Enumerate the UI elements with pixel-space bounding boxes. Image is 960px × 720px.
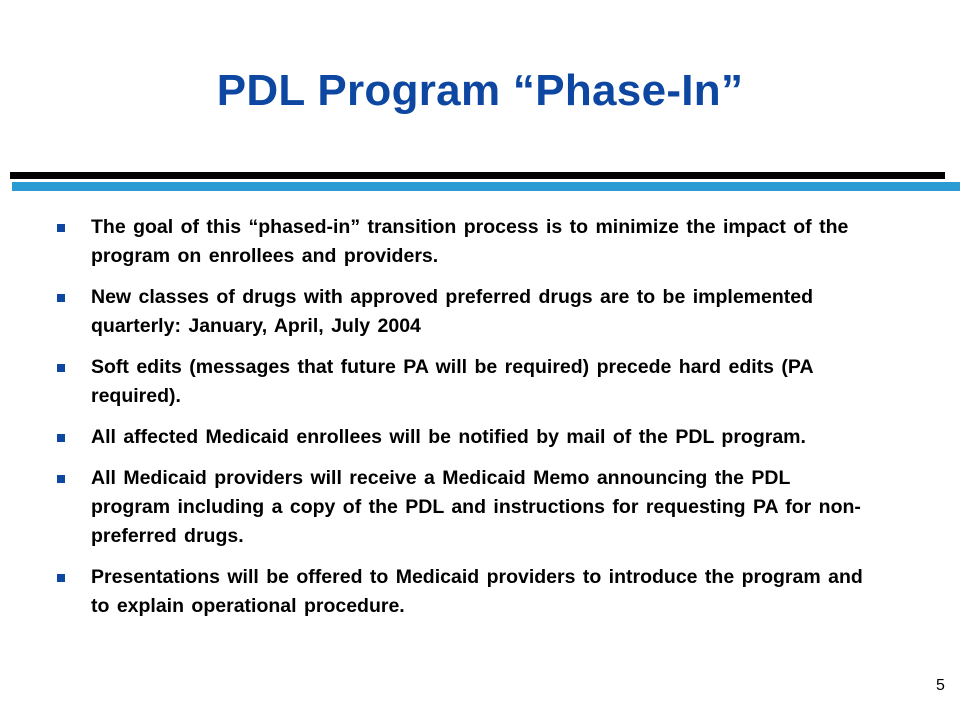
square-bullet-icon xyxy=(57,475,65,483)
bullet-text: New classes of drugs with approved preferred drugs are to be implemented quarterly: January, April, July 2004 xyxy=(91,286,814,337)
square-bullet-icon xyxy=(57,574,65,582)
title-divider-dark xyxy=(10,172,945,179)
page-number: 5 xyxy=(936,677,945,694)
bullet-item xyxy=(55,283,875,341)
square-bullet-icon xyxy=(57,294,65,302)
bullet-item xyxy=(55,353,875,411)
bullet-item xyxy=(55,423,875,452)
bullet-text: All affected Medicaid enrollees will be notified by mail of the PDL program. xyxy=(91,426,806,448)
bullet-item xyxy=(55,213,875,271)
square-bullet-icon xyxy=(57,434,65,442)
square-bullet-icon xyxy=(57,224,65,232)
bullet-list xyxy=(55,213,875,633)
bullet-text: Presentations will be offered to Medicaid providers to introduce the program and to explain operational procedure. xyxy=(91,566,863,617)
bullet-text: Soft edits (messages that future PA will be required) precede hard edits (PA required). xyxy=(91,356,813,407)
bullet-text: The goal of this “phased-in” transition process is to minimize the impact of the program on enrollees and providers. xyxy=(91,216,849,267)
slide-title: PDL Program “Phase-In” xyxy=(216,66,744,115)
title-divider-accent xyxy=(12,182,960,191)
bullet-text: All Medicaid providers will receive a Medicaid Memo announcing the PDL program including a copy of the PDL and instructions for requesting PA for non-preferred drugs. xyxy=(91,467,861,547)
square-bullet-icon xyxy=(57,364,65,372)
bullet-item xyxy=(55,464,875,551)
bullet-item xyxy=(55,563,875,621)
